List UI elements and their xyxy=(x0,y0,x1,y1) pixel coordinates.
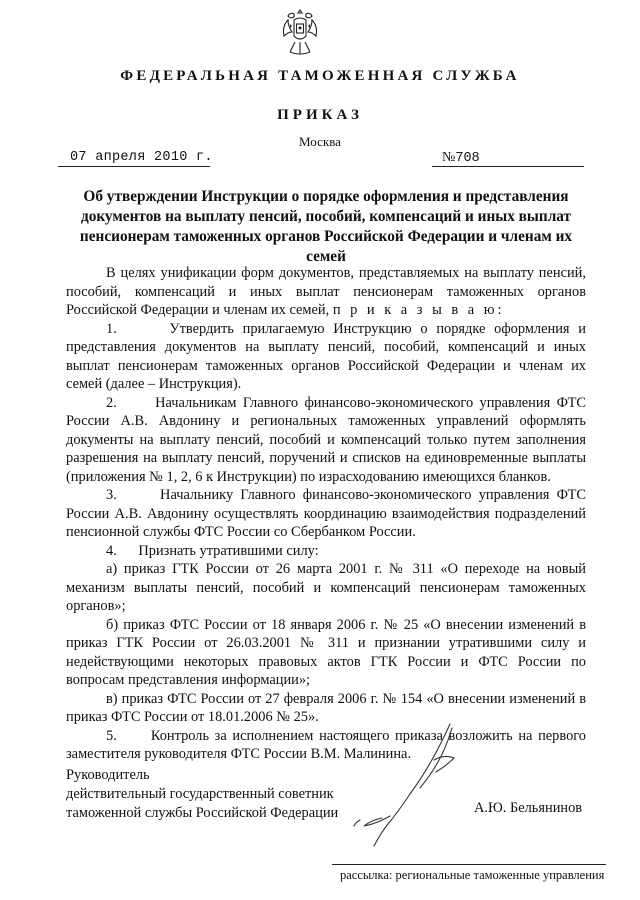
order-title: Об утверждении Инструкции о порядке оформления и представления документов на выплату пенсий, пособий, компенсаций и иных выплат пенсионерам таможенных органов Российской Федерации и членам их семей xyxy=(79,188,573,265)
number-sign: № xyxy=(442,150,456,165)
signatory-position xyxy=(66,766,338,823)
number-underline xyxy=(432,166,584,167)
order-word: п р и к а з ы в а ю: xyxy=(332,302,505,318)
agency-name: ФЕДЕРАЛЬНАЯ ТАМОЖЕННАЯ СЛУЖБА xyxy=(120,68,520,84)
subitem-a: а) приказ ГТК России от 26 марта 2001 г. № 311 «О переходе на новый механизм выплаты пенсий, пособий и компенсаций пенсионерам таможенных органов»; xyxy=(66,561,586,614)
date-underline xyxy=(58,166,210,167)
document-type: ПРИКАЗ xyxy=(277,107,363,123)
signatory-line-3: таможенной службы Российской Федерации xyxy=(66,805,339,821)
subitem-c: в) приказ ФТС России от 27 февраля 2006 г. № 154 «О внесении изменений в приказ ФТС России от 18.01.2006 № 25». xyxy=(66,690,586,725)
signatory-line-2: действительный государственный советник xyxy=(66,786,334,802)
order-body xyxy=(66,264,586,764)
item-5: 5. Контроль за исполнением настоящего приказа возложить на первого заместителя руководителя ФТС России В.М. Малинина. xyxy=(66,727,586,762)
preamble-text: В целях унификации форм документов, представляемых на выплату пенсий, пособий, компенсаций и иных выплат пенсионерам таможенных органов Российской Федерации и членам их семей, xyxy=(66,265,586,318)
order-number xyxy=(442,150,480,166)
number-value: 708 xyxy=(455,151,480,166)
distribution-line xyxy=(332,864,606,865)
item-4: 4. Признать утратившими силу: xyxy=(106,542,319,559)
signatory-name: А.Ю. Бельянинов xyxy=(474,800,583,816)
state-emblem-icon xyxy=(280,6,320,58)
item-1: 1. Утвердить прилагаемую Инструкцию о порядке оформления и представления документов на выплату пенсий, пособий, компенсаций и иных выплат пенсионерам таможенных органов Российской Федерации и членам их семей (далее – Инструкция). xyxy=(66,320,586,392)
preamble xyxy=(66,264,586,320)
order-date: 07 апреля 2010 г. xyxy=(70,150,213,165)
item-2: 2. Начальникам Главного финансово-экономического управления ФТС России А.В. Авдонину и региональных таможенных управлений оформлять документы на выплату пенсий, пособий и компенсаций только путем заполнения разрешения на выплату пенсий, поручений и списков на единовременные выплаты (приложения № 1, 2, 6 к Инструкции) по израсходованию имеющихся бланков. xyxy=(66,394,586,485)
distribution-note: рассылка: региональные таможенные управления xyxy=(340,868,605,882)
signatory-line-1: Руководитель xyxy=(66,767,150,783)
subitem-b: б) приказ ФТС России от 18 января 2006 г. № 25 «О внесении изменений в приказ ГТК России от 26.03.2001 № 311 и признании утратившими силу и недействующими некоторых правовых актов ГТК России и ФТС России по вопросам представления информации»; xyxy=(66,616,586,688)
handwritten-signature xyxy=(330,720,490,850)
city: Москва xyxy=(299,134,341,149)
item-3: 3. Начальнику Главного финансово-экономического управления ФТС России А.В. Авдонину осуществлять координацию взаимодействия подразделений пенсионной службы ФТС России со Сбербанком России. xyxy=(66,487,586,540)
